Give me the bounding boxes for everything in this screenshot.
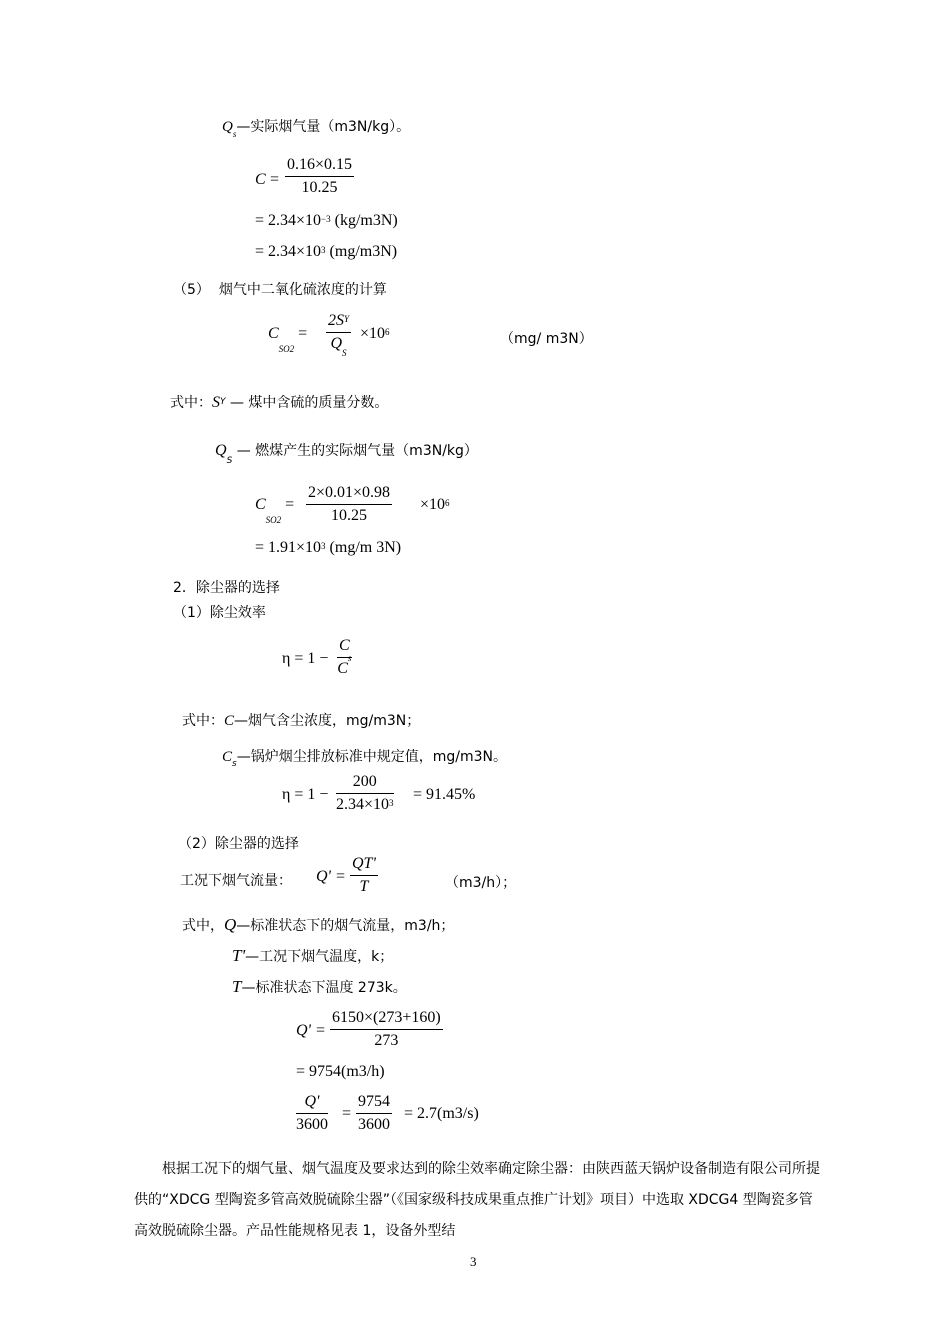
qs-subscript: s xyxy=(232,129,237,139)
eta-defs-c-symbol: C xyxy=(224,713,235,729)
q-defs-tp-symbol: T' xyxy=(232,946,246,965)
eta-formula-lhs: η = 1 − xyxy=(282,650,329,667)
q-defs-intro: 式中， xyxy=(182,918,224,934)
so2-calc-denominator: 10.25 xyxy=(331,507,368,524)
so2-formula-subscript: SO2 xyxy=(278,344,295,354)
q-formula-denominator: T xyxy=(359,878,369,895)
eta-calc-result: = 91.45% xyxy=(413,786,476,803)
c-line3 xyxy=(255,243,397,261)
c-line2 xyxy=(255,212,398,230)
so2-calc-c: C xyxy=(255,496,266,513)
q-calc-line2: = 9754(m3/h) xyxy=(296,1063,385,1080)
c-line3-value: = 2.34×10 xyxy=(255,243,322,260)
q-calc-frac2-numerator: 9754 xyxy=(356,1093,392,1114)
eta-defs-cs-text: —锅炉烟尘排放标准中规定值，mg/m3N。 xyxy=(236,749,507,765)
section-2-sub2: （2）除尘器的选择 xyxy=(178,836,299,852)
eta-defs-cs xyxy=(222,746,507,769)
q-formula-fraction xyxy=(350,855,378,896)
so2-calc-numerator: 2×0.01×0.98 xyxy=(306,484,392,505)
c-eq: = xyxy=(270,171,280,188)
section-2-sub1: （1）除尘效率 xyxy=(173,605,266,621)
so2-formula-den-sub: S xyxy=(342,348,347,358)
so2-formula-c: C xyxy=(268,325,279,342)
so2-calc-tail-exp: 6 xyxy=(445,498,450,508)
q-calc-frac2-denominator: 3600 xyxy=(358,1116,390,1133)
so2-formula-numerator: 2S xyxy=(328,312,344,329)
c-lhs: C xyxy=(255,171,266,188)
c-denominator: 10.25 xyxy=(301,179,338,196)
q-defs-q-symbol: Q xyxy=(224,915,237,934)
q-calc-result: = 2.7(m3/s) xyxy=(404,1105,479,1122)
eta-defs-intro: 式中： xyxy=(182,713,224,729)
eta-defs-cs-symbol: C xyxy=(222,749,233,765)
q-defs-t xyxy=(232,977,407,997)
q-calc-fraction xyxy=(330,1009,443,1050)
section-5-title: 烟气中二氧化硫浓度的计算 xyxy=(218,282,387,298)
so2-formula-unit: （mg/ m3N） xyxy=(500,331,593,347)
q-calc-frac1-numerator: Q' xyxy=(296,1093,328,1114)
so2-defs-q-text: — 燃煤产生的实际烟气量（m3N/kg） xyxy=(236,443,478,459)
c-fraction xyxy=(285,156,354,197)
q-defs-q-text: —标准状态下的烟气流量，m3/h； xyxy=(236,918,455,934)
page-number: 3 xyxy=(470,1254,477,1269)
so2-formula-tail xyxy=(360,325,390,343)
so2-calc-subscript: SO2 xyxy=(265,515,282,525)
so2-formula-fraction xyxy=(326,312,351,358)
so2-defs-s-sup: Y xyxy=(220,397,226,407)
so2-calc-lhs: $C_{SO2}$ = xyxy=(255,496,295,525)
qs-symbol: Q xyxy=(222,119,233,135)
so2-calc-fraction xyxy=(306,484,392,525)
c-line3-exponent: 3 xyxy=(321,245,326,255)
so2-formula-denominator: Q xyxy=(330,335,343,352)
so2-defs-q-sub: S xyxy=(226,456,233,466)
eta-formula-denominator: C xyxy=(337,660,348,677)
so2-defs-qs xyxy=(215,440,478,466)
so2-defs-q-symbol: Q xyxy=(215,442,227,459)
q-formula-unit: （m3/h）； xyxy=(445,875,517,891)
q-calc-denominator: 273 xyxy=(374,1032,399,1049)
so2-calc-line2-unit: (mg/m 3N) xyxy=(329,539,402,556)
c-line2-value: = 2.34×10 xyxy=(255,212,322,229)
q-calc-lhs: Q' = xyxy=(296,1022,326,1039)
c-line2-unit: (kg/m3N) xyxy=(334,212,398,229)
section-5-label: （5） xyxy=(173,282,210,298)
so2-formula-tail-exp: 6 xyxy=(385,327,390,337)
c-line2-exponent: −3 xyxy=(321,214,331,224)
body-paragraph: 根据工况下的烟气量、烟气温度及要求达到的除尘效率确定除尘器：由陕西蓝天锅炉设备制造有限公司所提供的“XDCG 型陶瓷多管高效脱硫除尘器”（《国家级科技成果重点推广计划》项目）中选取 XDCG4 型陶瓷多管高效脱硫除尘器。产品性能规格见表 1，设备外型结 xyxy=(134,1161,820,1239)
so2-defs-s-text: — 煤中含硫的质量分数。 xyxy=(229,395,389,411)
so2-calc-line2-exp: 3 xyxy=(321,541,326,551)
eta-formula-numerator: C xyxy=(337,637,352,658)
q-defs-t-text: —标准状态下温度 273k。 xyxy=(241,980,407,996)
q-formula-numerator: QT' xyxy=(350,855,378,876)
q-defs-q xyxy=(182,915,454,935)
so2-calc-line2-value: = 1.91×10 xyxy=(255,539,322,556)
eta-formula-den-sub: s xyxy=(347,653,352,663)
q-calc-frac2 xyxy=(356,1093,392,1134)
qs-description: —实际烟气量（m3N/kg）。 xyxy=(236,119,411,135)
q-calc-frac1-denominator: 3600 xyxy=(296,1116,328,1133)
q-formula-lhs: Q' = xyxy=(316,868,346,885)
q-calc-eq: = xyxy=(342,1105,352,1122)
eta-calc-lhs: η = 1 − xyxy=(282,786,329,803)
so2-defs-sy xyxy=(170,392,388,412)
so2-calc-tail xyxy=(420,496,450,514)
so2-calc-line2 xyxy=(255,539,401,557)
c-numerator: 0.16×0.15 xyxy=(285,156,354,177)
so2-formula-tail-value: ×10 xyxy=(360,325,386,342)
c-line3-unit: (mg/m3N) xyxy=(329,243,398,260)
q-formula-label: 工况下烟气流量： xyxy=(180,873,292,889)
section-5-heading xyxy=(173,279,387,299)
q-defs-tp-text: —工况下烟气温度，k； xyxy=(245,949,394,965)
so2-formula-lhs: $C_{SO2}$ = xyxy=(268,325,308,354)
so2-defs-intro: 式中： xyxy=(170,395,212,411)
eta-defs-c xyxy=(182,710,420,730)
eta-calc-den-exp: 3 xyxy=(389,798,394,808)
so2-formula-num-sup: Y xyxy=(344,314,350,324)
q-calc-numerator: 6150×(273+160) xyxy=(330,1009,443,1030)
eta-calc-numerator: 200 xyxy=(336,773,394,794)
eta-defs-c-text: —烟气含尘浓度，mg/m3N； xyxy=(234,713,421,729)
eta-calc-denominator: 2.34×10 xyxy=(336,796,390,813)
so2-calc-tail-value: ×10 xyxy=(420,496,446,513)
q-defs-t-symbol: T xyxy=(232,977,242,996)
so2-defs-s-symbol: S xyxy=(212,394,220,411)
eta-calc-fraction xyxy=(336,773,394,814)
q-calc-frac1 xyxy=(296,1093,328,1134)
eta-formula-fraction xyxy=(337,637,352,678)
eta-defs-cs-sub: s xyxy=(232,759,237,769)
q-defs-tp xyxy=(232,946,393,966)
qs-definition xyxy=(222,116,411,139)
section-2-title: 2．除尘器的选择 xyxy=(173,580,280,596)
